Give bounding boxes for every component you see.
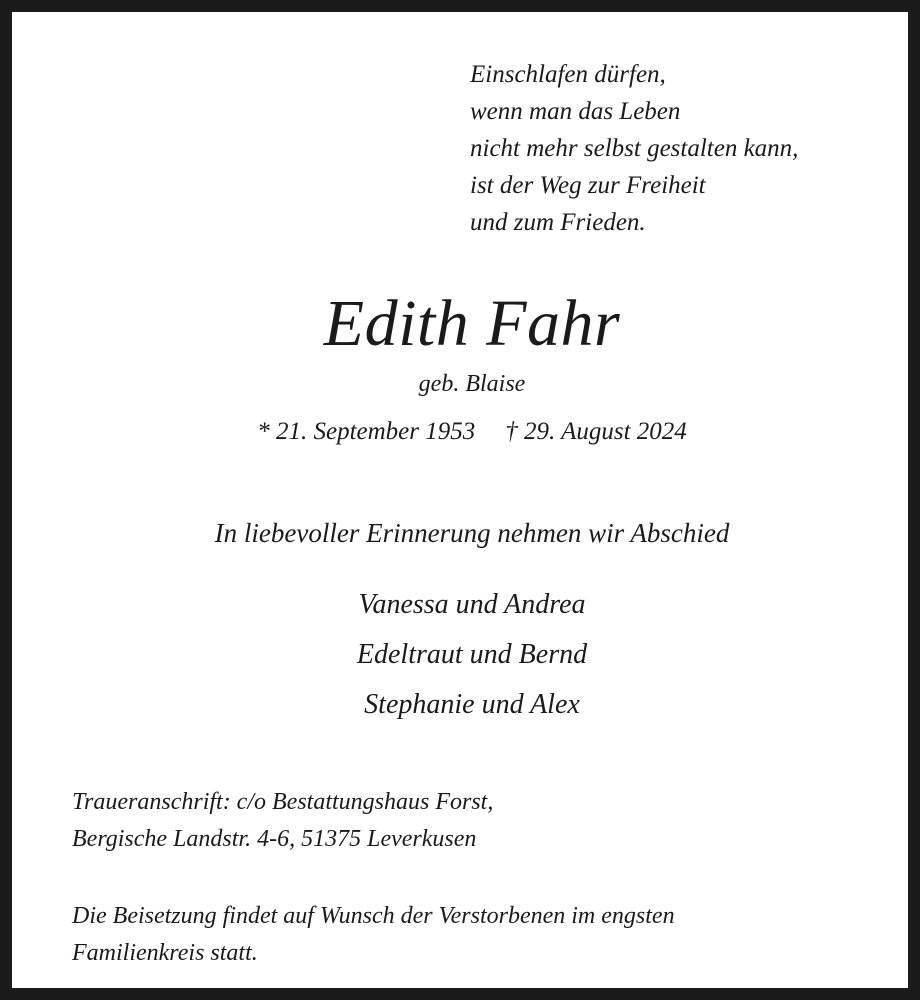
poem-line: ist der Weg zur Freiheit <box>470 172 706 199</box>
death-date: † 29. August 2024 <box>505 418 687 445</box>
funeral-note-line: Familienkreis statt. <box>72 940 258 966</box>
family-list <box>12 580 920 730</box>
mourning-address <box>72 784 493 858</box>
family-member: Stephanie und Alex <box>364 689 580 720</box>
address-line: Bergische Landstr. 4-6, 51375 Leverkusen <box>72 826 477 852</box>
poem-line: nicht mehr selbst gestalten kann, <box>470 135 799 162</box>
poem-line: und zum Frieden. <box>470 209 646 236</box>
birth-name: geb. Blaise <box>418 371 526 397</box>
address-line: Traueranschrift: c/o Bestattungshaus Forst, <box>72 789 494 815</box>
birth-date: * 21. September 1953 <box>257 418 476 445</box>
deceased-name: Edith Fahr <box>323 287 621 360</box>
funeral-note <box>72 898 675 972</box>
life-dates <box>12 414 920 450</box>
funeral-note-line: Die Beisetzung findet auf Wunsch der Verstorbenen im engsten <box>72 903 675 929</box>
farewell-text: In liebevoller Erinnerung nehmen wir Abschied <box>214 518 730 548</box>
family-member: Edeltraut und Bernd <box>356 639 588 670</box>
family-member: Vanessa und Andrea <box>358 589 586 620</box>
poem-line: Einschlafen dürfen, <box>470 61 666 88</box>
poem <box>470 56 798 241</box>
poem-line: wenn man das Leben <box>470 98 681 125</box>
